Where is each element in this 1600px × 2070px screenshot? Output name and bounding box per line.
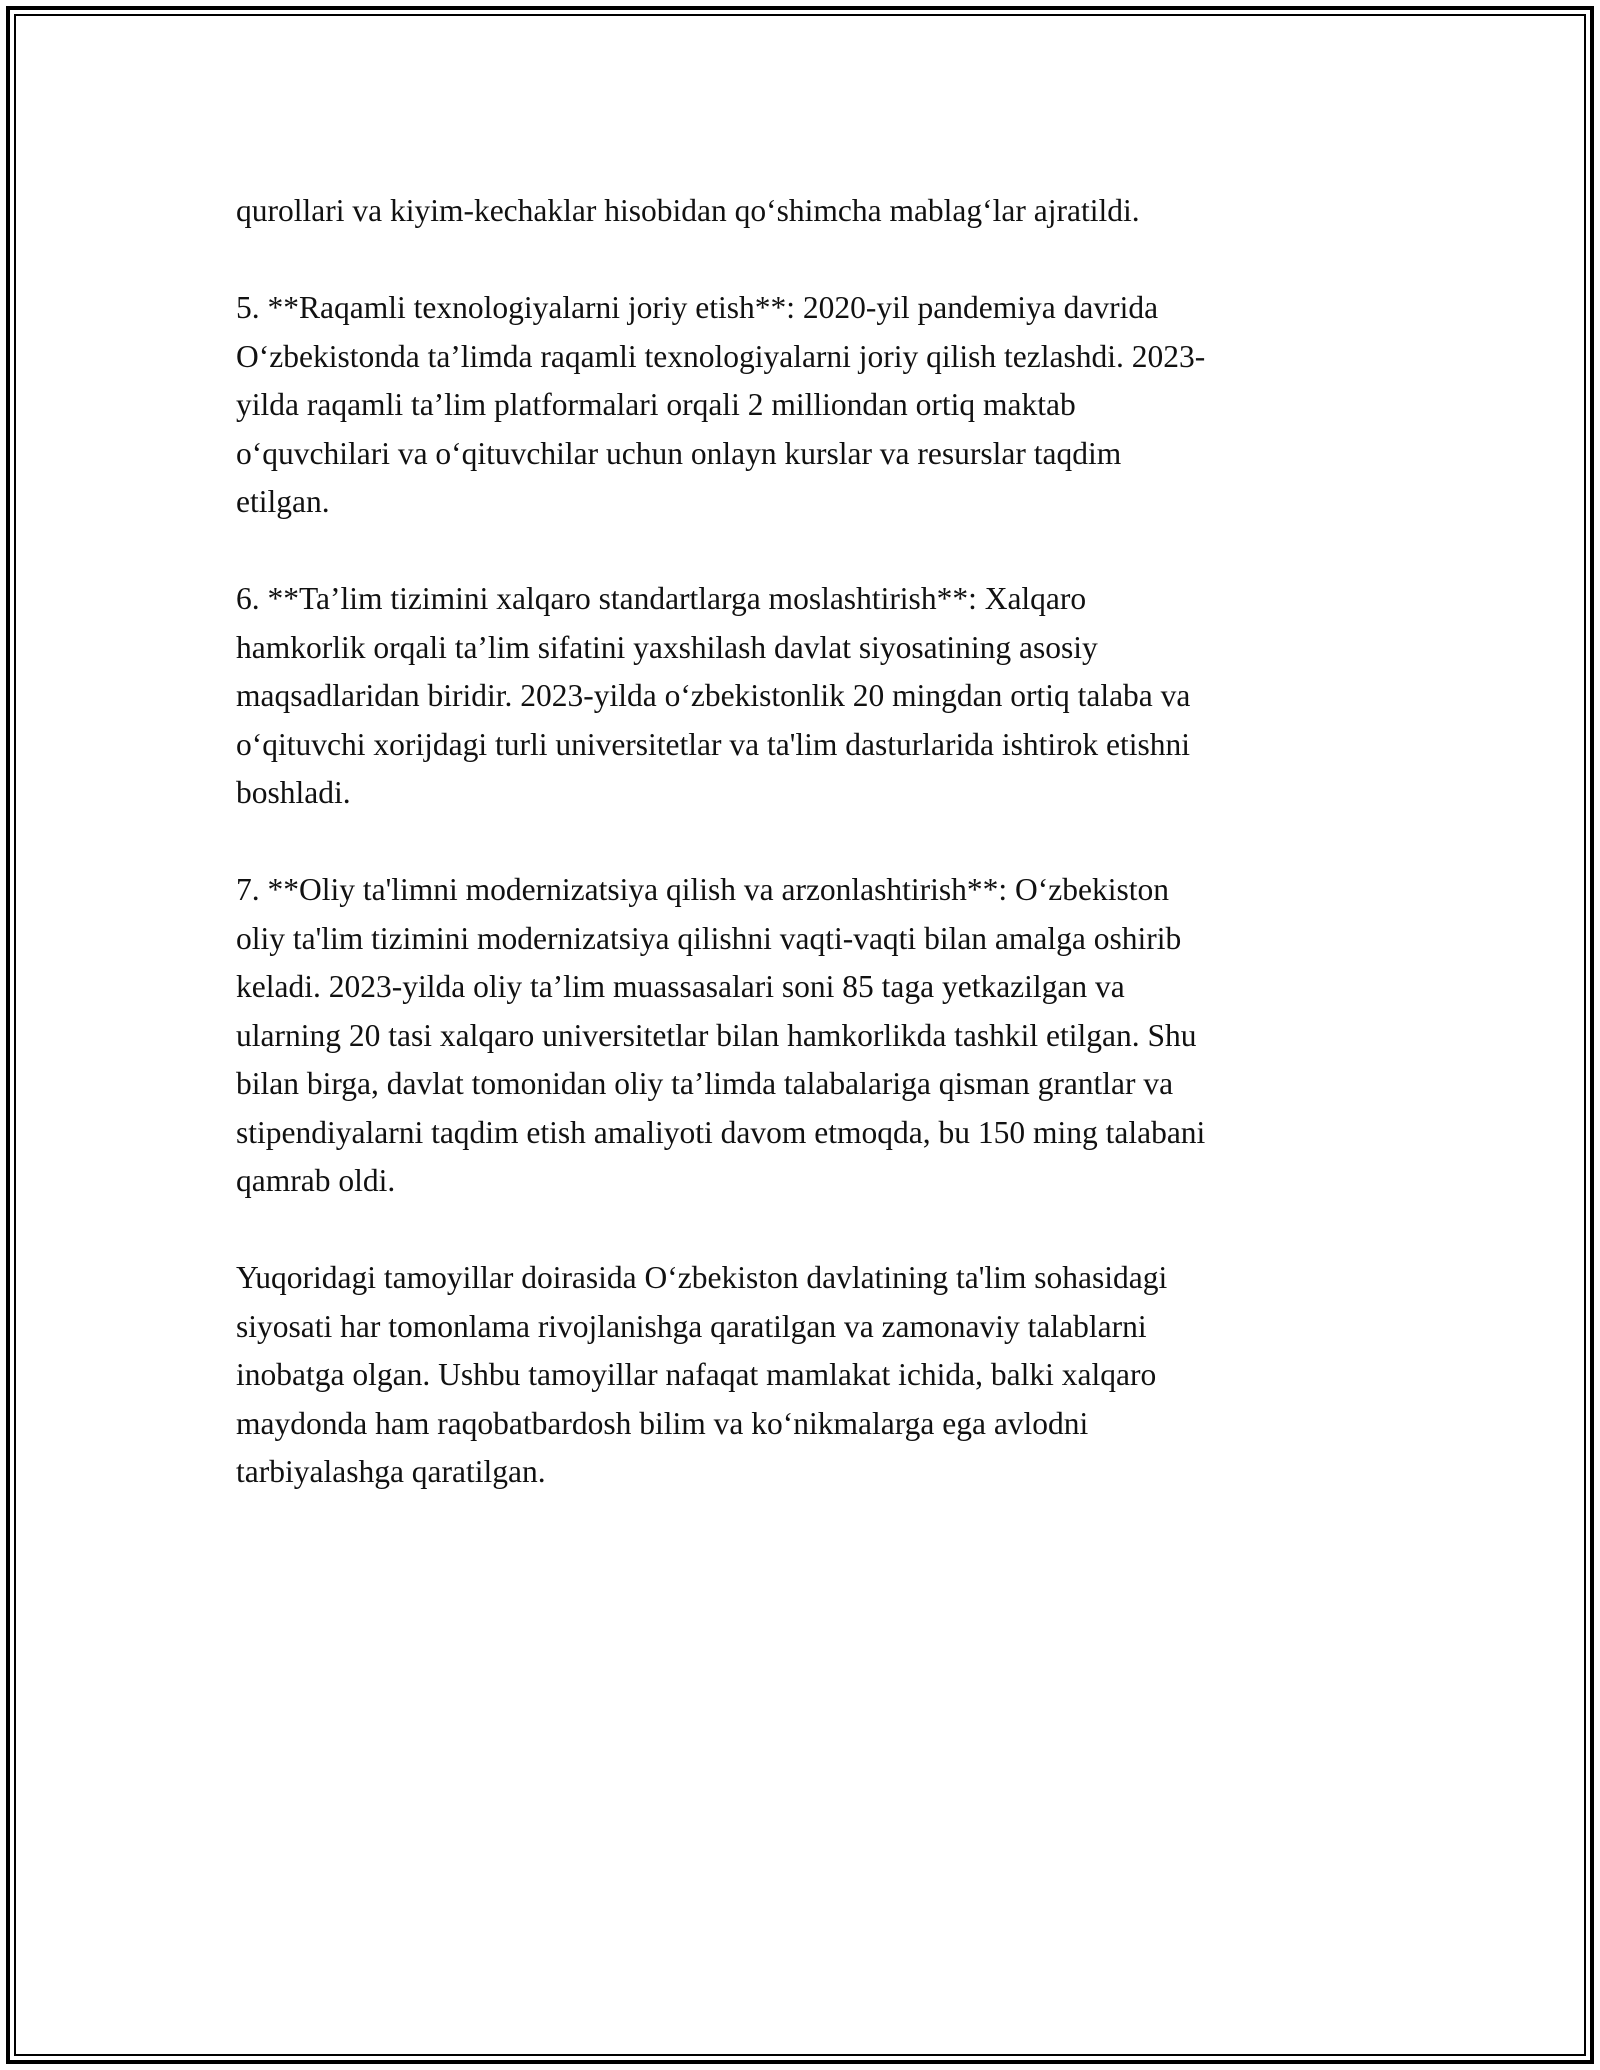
document-body	[236, 187, 1366, 1545]
paragraph-item-6: 6. **Ta’lim tizimini xalqaro standartlarga moslashtirish**: Xalqaro hamkorlik orqali ta’lim sifatini yaxshilash davlat siyosatining asosiy maqsadlaridan biridir. 2023-yilda o‘zbekistonlik 20 mingdan ortiq talaba va o‘qituvchi xorijdagi turli universitetlar va ta'lim dasturlarida ishtirok etishni boshladi.	[236, 581, 1191, 810]
paragraph-item-5: 5. **Raqamli texnologiyalarni joriy etish**: 2020-yil pandemiya davrida O‘zbekistonda ta’limda raqamli texnologiyalarni joriy qilish tezlashdi. 2023- yilda raqamli ta’lim platformalari orqali 2 milliondan ortiq maktab o‘quvchilari va o‘qituvchilar uchun onlayn kurslar va resurslar taqdim etilgan.	[236, 290, 1206, 519]
paragraph-conclusion: Yuqoridagi tamoyillar doirasida O‘zbekiston davlatining ta'lim sohasidagi siyosati har tomonlama rivojlanishga qaratilgan va zamonaviy talablarni inobatga olgan. Ushbu tamoyillar nafaqat mamlakat ichida, balki xalqaro maydonda ham raqobatbardosh bilim va ko‘nikmalarga ega avlodni tarbiyalashga qaratilgan.	[236, 1260, 1168, 1489]
paragraph-continuation: qurollari va kiyim-kechaklar hisobidan qo‘shimcha mablag‘lar ajratildi.	[236, 193, 1140, 228]
paragraph-item-7: 7. **Oliy ta'limni modernizatsiya qilish va arzonlashtirish**: O‘zbekiston oliy ta'lim tizimini modernizatsiya qilishni vaqti-vaqti bilan amalga oshirib keladi. 2023-yilda oliy ta’lim muassasalari soni 85 taga yetkazilgan va ularning 20 tasi xalqaro universitetlar bilan hamkorlikda tashkil etilgan. Shu bilan birga, davlat tomonidan oliy ta’limda talabalariga qisman grantlar va stipendiyalarni taqdim etish amaliyoti davom etmoqda, bu 150 ming talabani qamrab oldi.	[236, 872, 1206, 1198]
